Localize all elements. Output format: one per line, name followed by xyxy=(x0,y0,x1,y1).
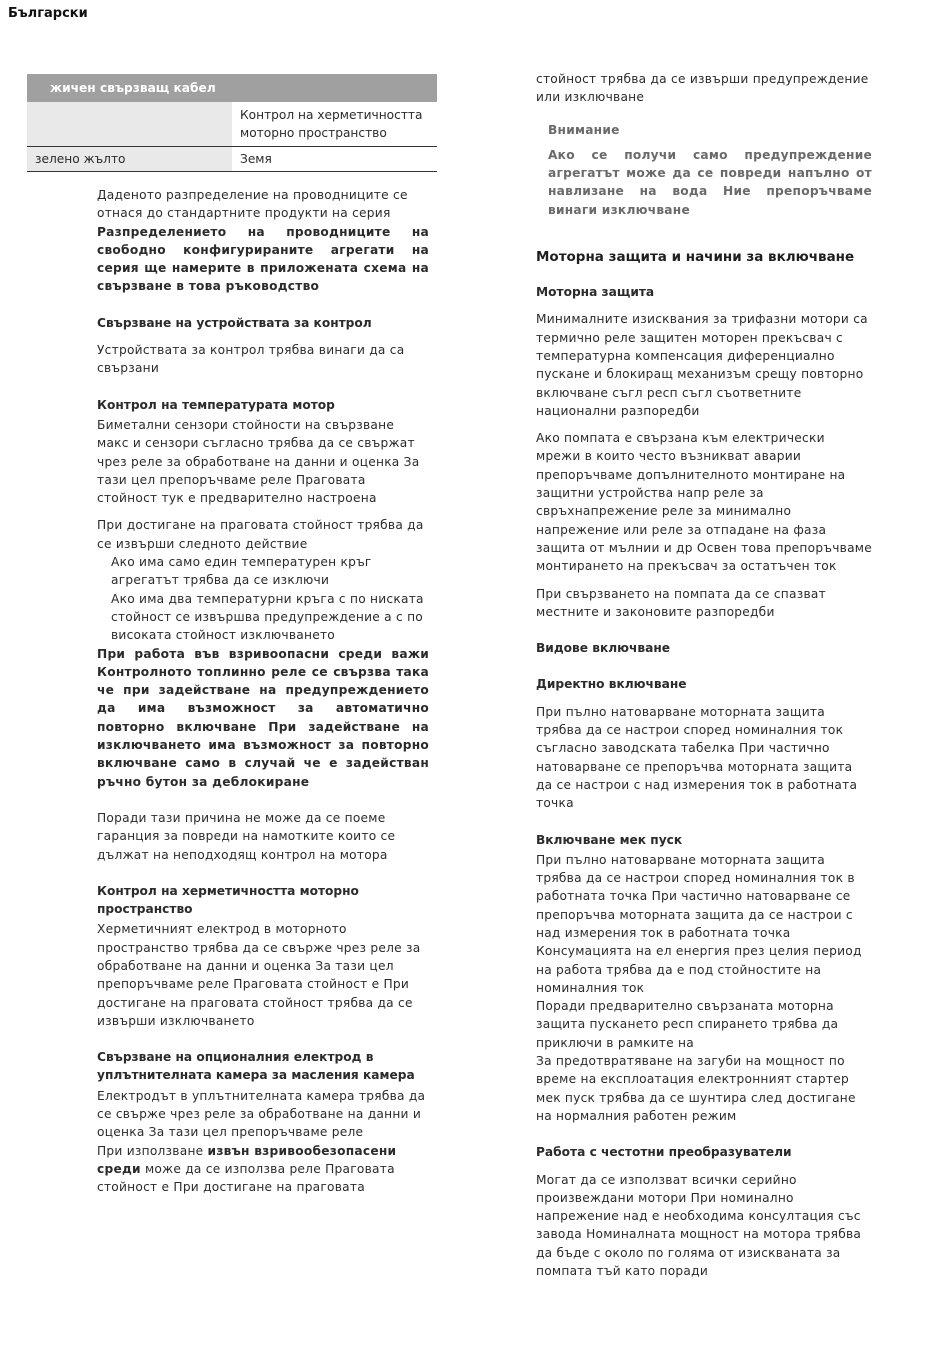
paragraph-soft-start: При пълно натоварване моторната защита трябва да се настрои според номиналния ток в работната точка При частично натоварване се препоръчва моторната защита да се настрои с над измерения ток в работната точка xyxy=(536,852,855,940)
heading-motor-protection-section: Моторна защита и начини за включване xyxy=(536,249,855,266)
paragraph-soft-start-time: Поради предварително свързаната моторна защита пускането респ спирането трябва да приключи в рамките на xyxy=(536,999,839,1050)
paragraph-guarantee: Поради тази причина не може да се поеме гаранция за повреди на намотките които се дължат на неподходящ контрол на мотора xyxy=(97,810,396,862)
paragraph-network: Ако помпата е свързана към електрически мрежи в които често възникват аварии препоръчваме допълнителното монтиране на защитни устройства напр реле за свръхнапрежение реле за минимално напрежение или реле за отпадане на фаза защита от мълнии и др Освен това препоръчваме монтирането на прекъсвач за остатъчен ток xyxy=(536,431,872,574)
table-header: жичен свързващ кабел xyxy=(27,74,437,102)
electrode-text-start: При използване xyxy=(97,1143,208,1158)
warning-box xyxy=(536,121,872,219)
warning-title: Внимание xyxy=(548,122,620,137)
heading-control-devices: Свързване на устройствата за контрол xyxy=(97,315,372,330)
heading-hermeticity: Контрол на херметичността моторно пространство xyxy=(97,883,359,917)
table-cell-function: Земя xyxy=(240,152,272,166)
paragraph-threshold: При достигане на праговата стойност трябва да се извърши следното действие xyxy=(97,518,424,551)
list-item: Ако има два температурни кръга с по ниската стойност се извършва предупреждение а с по високата стойност изключването xyxy=(111,591,424,643)
list-item: Ако има само един температурен кръг агрегатът трябва да се изключи xyxy=(111,555,372,588)
table-cell-wire xyxy=(27,102,232,146)
heading-direct-start: Директно включване xyxy=(536,677,687,692)
table-row xyxy=(27,102,437,147)
heading-motor-protection: Моторна защита xyxy=(536,285,655,300)
paragraph-electrode: Електродът в уплътнителната камера трябва да се свърже чрез реле за обработване на данни и оценка За тази цел препоръчваме реле xyxy=(97,1088,426,1140)
paragraph-soft-start-bypass: За предотвратяване на загуби на мощност по време на експлоатация електронният стартер мек пуск трябва да се шунтира след достигане на нормалния работен режим xyxy=(536,1054,856,1123)
paragraph-soft-start-consumption: Консумацията на ел енергия през целия период на работа трябва да е под стойностите на номиналния ток xyxy=(536,944,862,995)
warning-text: Ако се получи само предупреждение агрегатът може да се повреди напълно от навлизане на вода Ние препоръчваме винаги изключване xyxy=(548,147,872,217)
paragraph-motor-protection: Минималните изисквания за трифазни мотори са термично реле защитен моторен прекъсвач с температурна компенсация диференциално пускане и блокиращ механизъм срещу повторно включване съгл респ съгл съответните национални разпоредби xyxy=(536,312,868,418)
paragraph-hermeticity: Херметичният електрод в моторното пространство трябва да се свърже чрез реле за обработване на данни и оценка За тази цел препоръчваме реле Праговата стойност е При достигане на праговата стойност трябва да се извърши изключването xyxy=(97,922,421,1028)
language-label: Български xyxy=(8,6,88,21)
table-cell-function: Контрол на херметичността моторно пространство xyxy=(240,108,423,140)
electrode-text-emphasis: извън взривообезопасени среди xyxy=(97,1143,397,1176)
paragraph-wire-configurable: Разпределението на проводниците на свободно конфигурираните агрегати на серия ще намерите в приложената схема на свързване в това ръководство xyxy=(97,224,429,294)
paragraph-electrode-relay xyxy=(97,1142,429,1197)
paragraph-control-devices: Устройствата за контрол трябва винаги да са свързани xyxy=(97,343,405,376)
left-column xyxy=(97,186,429,1197)
paragraph-direct-start: При пълно натоварване моторната защита трябва да се настрои според номиналния ток съгласно заводската табелка При частично натоварване се препоръчва моторната защита да се настрои с над измерения ток в работната точка xyxy=(536,704,858,811)
heading-soft-start: Включване мек пуск xyxy=(536,832,683,847)
right-column xyxy=(536,70,872,1280)
paragraph-temperature: Биметални сензори стойности на свързване макс и сензори съгласно трябва да се свържат чрез реле за обработване на данни и оценка За тази цел препоръчваме реле Праговата стойност тук е предварително настроена xyxy=(97,417,420,506)
heading-switch-types: Видове включване xyxy=(536,641,671,656)
paragraph-frequency-converter: Могат да се използват всички серийно произвеждани мотори При номинално напрежение над е необходима консултация със завода Номиналната мощност на мотора трябва да бъде с около по голяма от изискваната за помпата тъй като поради xyxy=(536,1172,862,1279)
table-row xyxy=(27,147,437,172)
heading-electrode: Свързване на опционалния електрод в уплътнителната камера за масления камера xyxy=(97,1050,415,1083)
electrode-text-end: може да се използва реле Праговата стойност е При достигане на праговата xyxy=(97,1161,395,1195)
paragraph-continuation: стойност трябва да се извърши предупреждение или изключване xyxy=(536,72,869,105)
table-cell-wire: зелено жълто xyxy=(27,147,232,171)
wire-assignment-table xyxy=(27,74,437,172)
paragraph-local-rules: При свързването на помпата да се спазват местните и законовите разпоредби xyxy=(536,586,826,619)
paragraph-wire-standard: Даденото разпределение на проводниците се отнася до стандартните продукти на серия xyxy=(97,188,408,221)
paragraph-explosion-zones: При работа във взривоопасни среди важи Контролното топлинно реле се свързва така че при задействане на предупреждението да има възможност за автоматично повторно включване При задействане на изключването има възможност за повторно включване само в случай че е задействан ръчно бутон за деблокиране xyxy=(97,646,429,789)
heading-temperature: Контрол на температурата мотор xyxy=(97,397,335,412)
heading-frequency-converter: Работа с честотни преобразуватели xyxy=(536,1145,792,1160)
